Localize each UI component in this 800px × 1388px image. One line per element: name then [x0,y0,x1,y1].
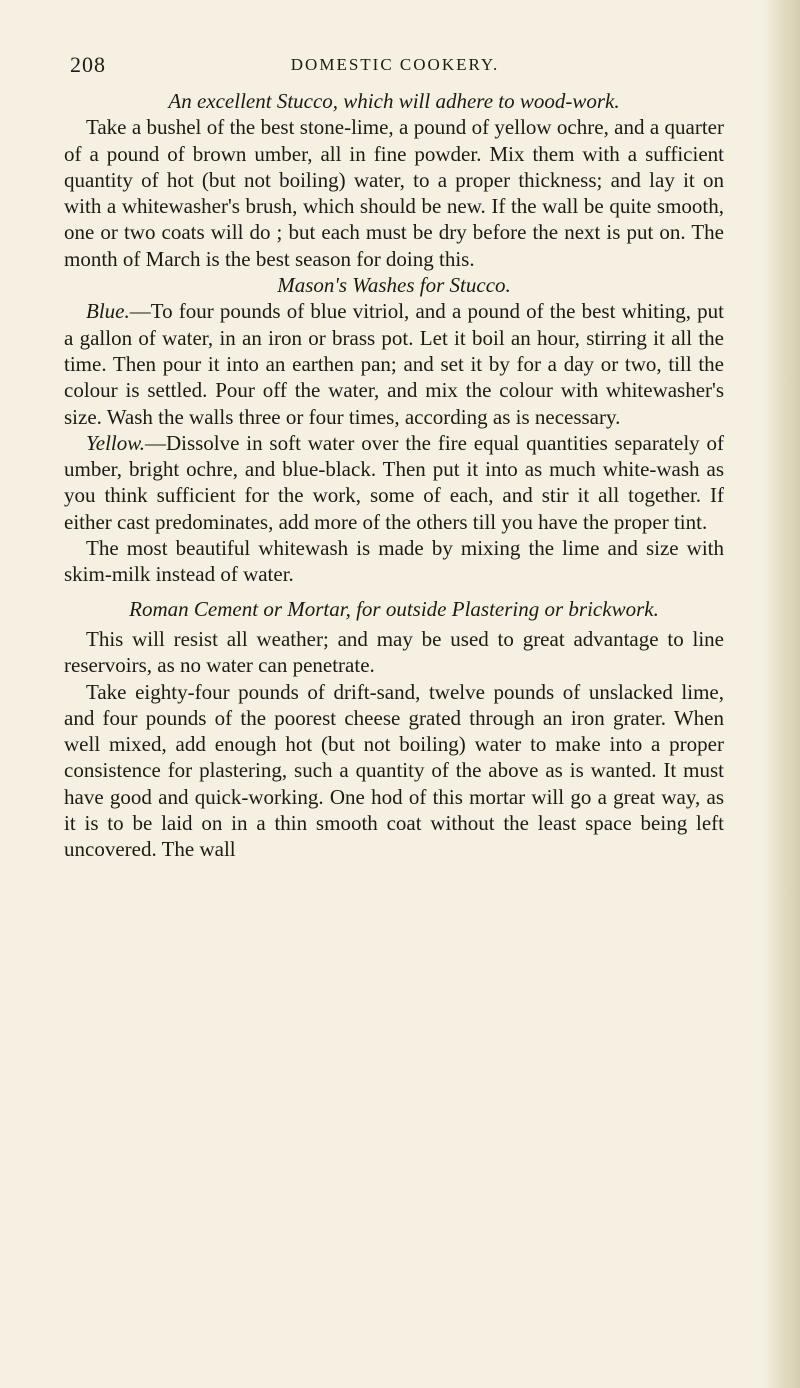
page-number: 208 [70,52,106,77]
yellow-wash-text: —Dissolve in soft water over the fire equal quantities separately of umber, bright ochre, and blue-black. Then put it into as much white-wash as you think sufficient for the work, some of each, and stir it all together. If either cast predominates, add more of the others till you have the proper tint. [64,430,724,534]
cement-paragraph-2: Take eighty-four pounds of drift-sand, twelve pounds of unslacked lime, and four pounds of the poorest cheese grated through an iron grater. When well mixed, add enough hot (but not boiling) water to make into a proper consistence for plastering, such a quantity of the above as is wanted. It must have good and quick-working. One hod of this mortar will go a great way, as it is to be laid on in a thin smooth coat without the least space being left uncovered. The wall [64,679,724,862]
blue-wash-lead: Blue. [86,299,130,324]
running-head: DOMESTIC COOKERY. [290,55,500,74]
yellow-wash-lead: Yellow. [86,430,145,455]
cement-paragraph-1: This will resist all weather; and may be used to great advantage to line reservoirs, as no water can penetrate. [64,626,724,678]
cement-heading: Roman Cement or Mortar, for outside Plastering or brickwork. [129,596,659,621]
yellow-wash-paragraph [64,430,724,535]
whitewash-paragraph: The most beautiful whitewash is made by mixing the lime and size with skim-milk instead of water. [64,536,724,587]
blue-wash-text: —To four pounds of blue vitriol, and a pound of the best whiting, put a gallon of water, in an iron or brass pot. Let it boil an hour, stirring it all the time. Then pour it into an earthen pan; and set it by for a day or two, till the colour is settled. Pour off the water, and mix the colour with whitewasher's size. Wash the walls three or four times, according as is necessary. [64,299,724,429]
page-body [64,88,724,863]
page-edge-shadow [762,0,800,1388]
stucco-heading: An excellent Stucco, which will adhere to wood-work. [168,89,620,113]
stucco-paragraph: Take a bushel of the best stone-lime, a pound of yellow ochre, and a quarter of a pound of brown umber, all in fine powder. Mix them with a sufficient quantity of hot (but not boiling) water, to a proper thickness; and lay it on with a whitewasher's brush, which should be new. If the wall be quite smooth, one or two coats will do ; but each must be dry before the next is put on. The month of March is the best season for doing this. [64,115,724,271]
page-header [70,52,720,86]
blue-wash-paragraph [64,298,724,429]
washes-heading: Mason's Washes for Stucco. [277,273,511,298]
